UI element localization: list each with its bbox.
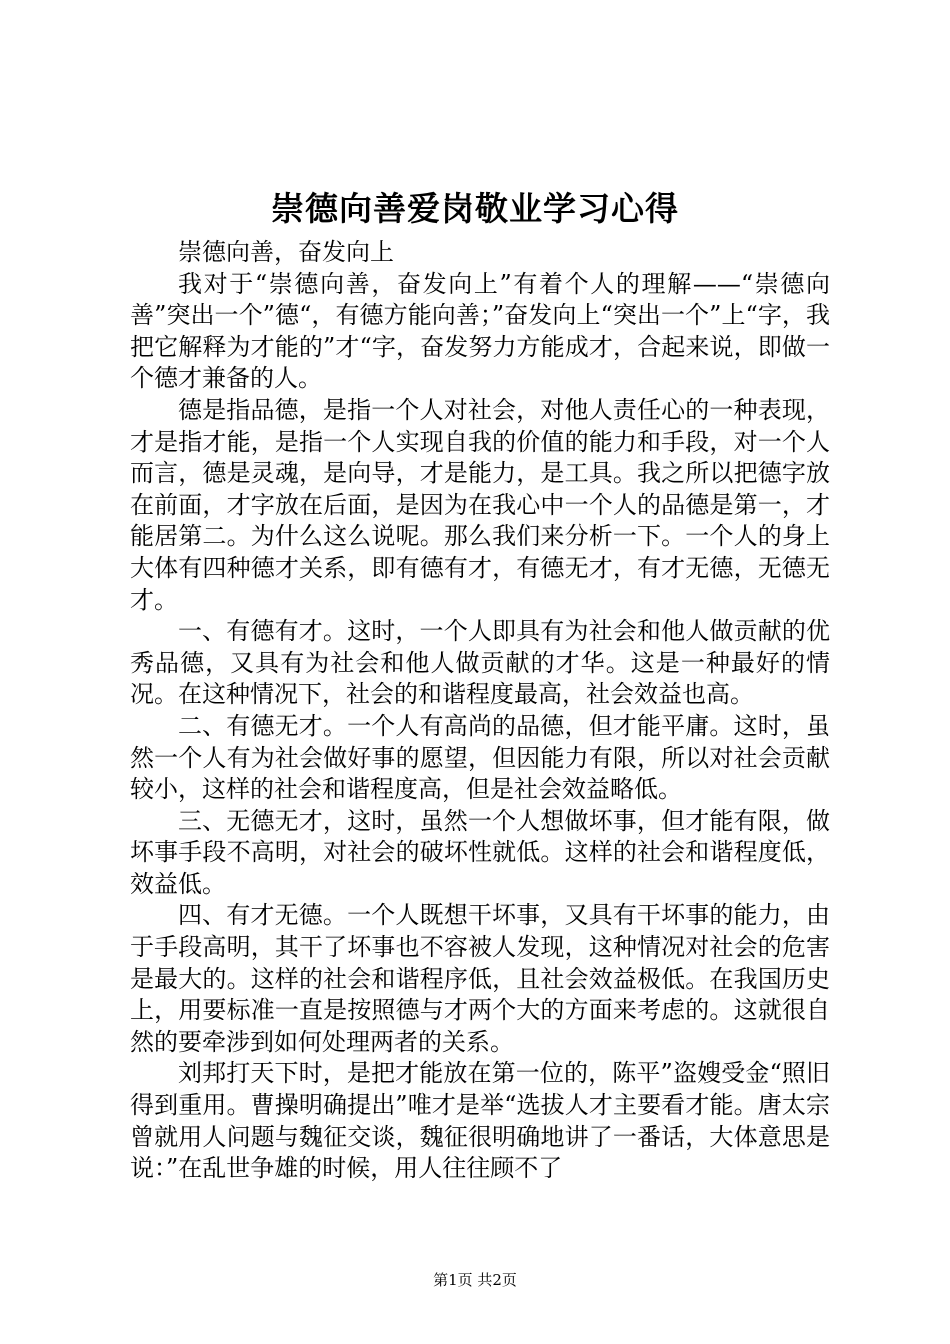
page-footer: 第1页 共2页 [433,1271,517,1289]
paragraph: 崇德向善，奋发向上 [178,238,394,266]
paragraph: 德是指品德，是指一个人对社会，对他人责任心的一种表现，才是指才能，是指一个人实现自我的价值的能力和手段，对一个人而言，德是灵魂，是向导，才是能力，是工具。我之所以把德字放在前面，才字放在后面，是因为在我心中一个人的品德是第一，才能居第二。为什么这么说呢。那么我们来分析一下。一个人的身上大体有四种德才关系，即有德有才，有德无才，有才无德，无德无才。 [130,395,830,614]
paragraph: 一、有德有才。这时，一个人即具有为社会和他人做贡献的优秀品德，又具有为社会和他人做贡献的才华。这是一种最好的情况。在这种情况下，社会的和谐程度最高，社会效益也高。 [130,617,830,709]
paragraph: 四、有才无德。一个人既想干坏事，又具有干坏事的能力，由于手段高明，其干了坏事也不容被人发现，这种情况对社会的危害是最大的。这样的社会和谐程序低，且社会效益极低。在我国历史上，用要标准一直是按照德与才两个大的方面来考虑的。这就很自然的要牵涉到如何处理两者的关系。 [130,901,830,1056]
document-title: 崇德向善爱岗敬业学习心得 [271,189,679,228]
paragraph: 三、无德无才，这时，虽然一个人想做坏事，但才能有限，做坏事手段不高明，对社会的破坏性就低。这样的社会和谐程度低，效益低。 [130,806,830,898]
paragraph: 二、有德无才。一个人有高尚的品德，但才能平庸。这时，虽然一个人有为社会做好事的愿望，但因能力有限，所以对社会贡献较小，这样的社会和谐程度高，但是社会效益略低。 [130,711,830,804]
paragraph: 我对于“崇德向善，奋发向上”有着个人的理解——“崇德向善”突出一个”德“，有德方能向善；”奋发向上“突出一个”上“字，我把它解释为才能的”才“字，奋发努力方能成才，合起来说，即做一个德才兼备的人。 [130,269,830,393]
paragraph: 刘邦打天下时，是把才能放在第一位的，陈平”盗嫂受金“照旧得到重用。曹操明确提出”唯才是举“选拔人才主要看才能。唐太宗曾就用人问题与魏征交谈，魏征很明确地讲了一番话，大体意思是说：”在乱世争雄的时候，用人往往顾不了 [130,1059,830,1183]
document-body [130,237,830,1185]
